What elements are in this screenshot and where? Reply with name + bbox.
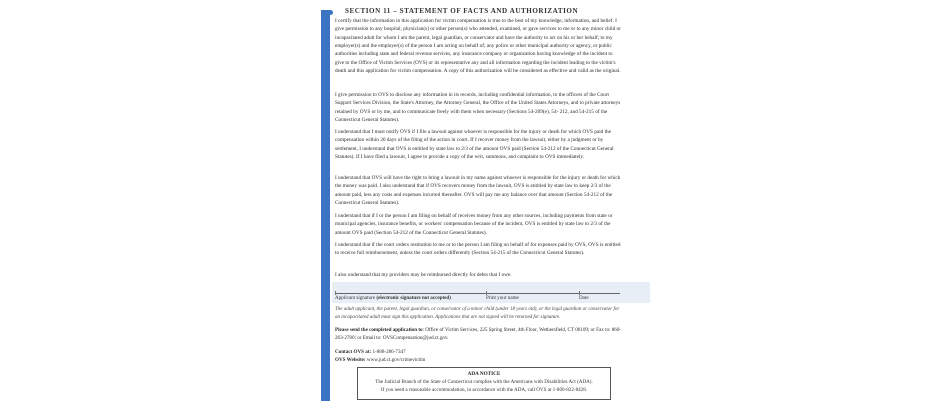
contact-info: [335, 348, 625, 365]
contact-label: Contact OVS at:: [335, 349, 372, 355]
applicant-signature-label: Applicant signature: [335, 295, 376, 301]
certification-paragraph: I certify that the information in this application for victim compensation is true to the best of my knowledge, information, and belief. I give permission to any hospital, physician(s) or other person(s) who attended, examined, or gave services to me or to any minor child or incapacitated adult for whom I am the parent, legal guardian, or conservator and have the authority to act on his or her behalf; to my employer(s) and the employer(s) of the person I am acting on behalf of; any police or other municipal authority or agency, or public authorities including state and federal revenue services, any insurance company or organization having knowledge of the incident to give to the Office of Victim Services (OVS) or its representative any and all information regarding the incident leading to the victim's death and this application for victim compensation. A copy of this authorization will be considered as effective and valid as the original.: [335, 18, 621, 75]
applicant-signature-field[interactable]: [335, 295, 451, 301]
restitution-paragraph: I understand that if the court orders restitution to me or to the person I am filing on behalf of for expenses paid by OVS, OVS is entitled to receive full reimbursement, unless the court orders differently (Section 54-215 of the Connecticut General Statutes).: [335, 242, 621, 257]
send-application-text: : Office of Victim Services, 225 Spring Street, 4th Floor, Wethersfield, CT 06109; or Fax to: 860-263-2780; or Email to: OVSCompensation@jud.ct.gov.: [335, 327, 622, 342]
section-accent-bar: [321, 10, 330, 401]
ada-notice-title: ADA NOTICE: [467, 371, 501, 377]
other-sources-paragraph: I understand that if I or the person I am filing on behalf of receives money from any other sources, including payments from state or municipal agencies, insurance benefits, or workers' compensation because of the incident, OVS is entitled by state law to 2/3 of the amount OVS paid (Section 54-212 of the Connecticut General Statutes).: [335, 213, 613, 236]
ada-notice-box: [357, 367, 611, 400]
ada-notice-body: [358, 378, 610, 394]
providers-reimbursed-paragraph: I also understand that my providers may be reimbursed directly for debts that I owe.: [335, 272, 512, 278]
website-link[interactable]: www.jud.ct.gov/crimevictim: [366, 357, 426, 364]
section-title: SECTION 11 – STATEMENT OF FACTS AND AUTHORIZATION: [345, 7, 579, 15]
contact-phone[interactable]: 1-888-286-7347: [372, 349, 406, 355]
section-accent-bar-cap: [321, 10, 333, 15]
electronic-signature-note: (electronic signature not accepted): [376, 295, 451, 301]
ada-notice-line1: The Judicial Branch of the State of Connecticut complies with the Americans with Disabilities Act (ADA).: [375, 379, 593, 385]
date-label[interactable]: Date: [579, 295, 589, 301]
signature-disclaimer: The adult applicant, the parent, legal guardian, or conservator of a minor child (under 18 years old), or the legal guardian or conservator for an incapacitated adult must sign this application. Applications that are not signed will be returned for signature.: [335, 307, 620, 321]
signature-line[interactable]: [335, 293, 620, 294]
ada-notice-line2: If you need a reasonable accommodation, in accordance with the ADA, call OVS at 1-800-822-8428.: [380, 387, 588, 393]
print-name-label[interactable]: Print your name: [486, 295, 519, 301]
send-application-label: Please send the completed application to: [335, 327, 423, 333]
disclosure-permission-paragraph: I give permission to OVS to disclose any information in its records, including confidential information, to the officers of the Court Support Services Division, the State's Attorney, the Attorney General, the Office of the United States Attorneys, and to private attorneys retained by OVS or by me, and to communicate freely with them when necessary (Sections 54-209(e), 54- 212, and 54-215 of the Connecticut General Statutes).: [335, 92, 621, 124]
website-label: OVS Website:: [335, 357, 366, 364]
lawsuit-notification-paragraph: I understand that I must notify OVS if I file a lawsuit against whoever is responsible for the injury or death for which OVS paid the compensation within 30 days of the filing of the action in court. If I recover money from the lawsuit, either by a judgment or by settlement, I understand that OVS is entitled by state law to 2/3 of the amount OVS paid (Section 54-212 of the Connecticut General Statutes). If I have filed a lawsuit, I agree to provide a copy of the writ, summons, and complaint to OVS immediately.: [335, 129, 614, 161]
ovs-lawsuit-right-paragraph: I understand that OVS will have the right to bring a lawsuit in my name against whoever is responsible for the injury or death for which the money was paid. I also understand that if OVS recovers money from the lawsuit, OVS is entitled by state law to keep 2/3 of the amount paid, less any costs and expenses incurred thereafter. OVS will pay me any balance over that amount (Section 54-212 of the Connecticut General Statutes).: [335, 175, 621, 207]
send-application-info: [335, 326, 625, 343]
